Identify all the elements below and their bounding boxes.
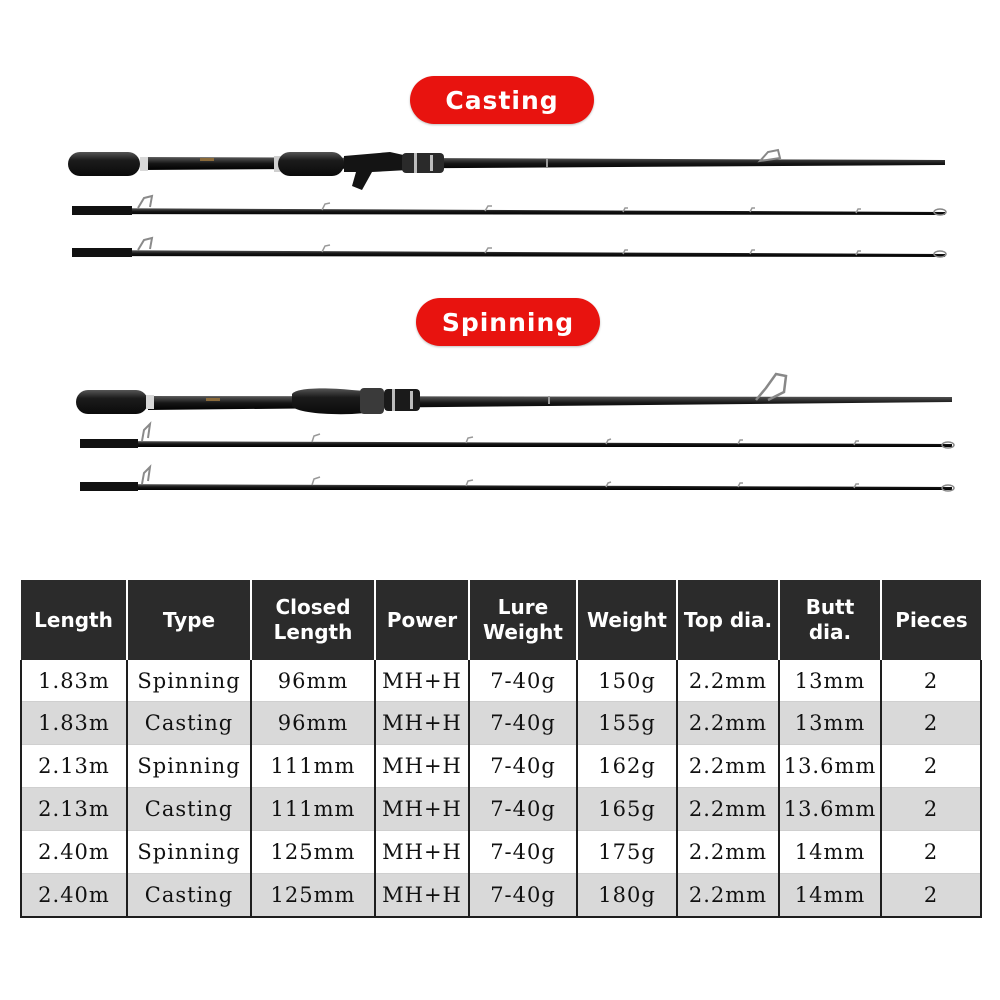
- table-cell: 1.83m: [21, 660, 127, 702]
- table-cell: MH+H: [375, 830, 469, 873]
- column-header: [21, 580, 127, 660]
- table-cell: 125mm: [251, 830, 375, 873]
- table-cell: 2: [881, 660, 981, 702]
- table-cell: Spinning: [127, 660, 251, 702]
- table-cell: 13.6mm: [779, 745, 881, 788]
- column-header: [677, 580, 779, 660]
- column-header-line: Closed: [275, 595, 351, 619]
- column-header-line: Weight: [483, 620, 563, 644]
- spinning-rod-butt-section: [76, 374, 952, 414]
- table-cell: MH+H: [375, 788, 469, 831]
- column-header-line: Pieces: [895, 607, 968, 632]
- table-cell: 2.40m: [21, 830, 127, 873]
- table-cell: 7-40g: [469, 788, 577, 831]
- table-cell: 2.13m: [21, 788, 127, 831]
- table-cell: Spinning: [127, 830, 251, 873]
- spinning-label: Spinning: [416, 298, 600, 346]
- table-row: [21, 702, 981, 745]
- table-cell: 2: [881, 745, 981, 788]
- column-header: [577, 580, 677, 660]
- table-cell: 13.6mm: [779, 788, 881, 831]
- column-header-line: Length: [34, 607, 113, 632]
- table-header-row: [21, 580, 981, 660]
- table-row: [21, 873, 981, 917]
- table-cell: Casting: [127, 702, 251, 745]
- table-cell: 7-40g: [469, 702, 577, 745]
- column-header-line: Power: [386, 607, 458, 632]
- table-row: [21, 660, 981, 702]
- table-cell: 14mm: [779, 830, 881, 873]
- table-cell: 7-40g: [469, 745, 577, 788]
- table-cell: MH+H: [375, 702, 469, 745]
- table-cell: 150g: [577, 660, 677, 702]
- table-cell: MH+H: [375, 745, 469, 788]
- fore-grip: [278, 152, 344, 176]
- table-cell: Casting: [127, 788, 251, 831]
- table-cell: 13mm: [779, 702, 881, 745]
- column-header: [251, 580, 375, 660]
- table-cell: 165g: [577, 788, 677, 831]
- table-cell: MH+H: [375, 660, 469, 702]
- table-cell: MH+H: [375, 873, 469, 917]
- spinning-rod-tip-section-2: [80, 467, 954, 491]
- table-cell: 2.2mm: [677, 873, 779, 917]
- table-cell: Spinning: [127, 745, 251, 788]
- table-cell: 2.2mm: [677, 745, 779, 788]
- casting-rod-tip-section-1: [72, 196, 946, 215]
- column-header: [469, 580, 577, 660]
- column-header-line: Lure: [497, 595, 549, 619]
- table-cell: 180g: [577, 873, 677, 917]
- table-cell: Casting: [127, 873, 251, 917]
- table-cell: 1.83m: [21, 702, 127, 745]
- table-row: [21, 745, 981, 788]
- table-cell: 2: [881, 873, 981, 917]
- table-cell: 111mm: [251, 788, 375, 831]
- column-header: [881, 580, 981, 660]
- table-cell: 96mm: [251, 702, 375, 745]
- rear-grip: [68, 152, 140, 176]
- spinning-rod-tip-section-1: [80, 424, 954, 448]
- column-header-line: Weight: [587, 607, 667, 632]
- reel-seat: [344, 152, 408, 190]
- table-cell: 7-40g: [469, 660, 577, 702]
- table-cell: 125mm: [251, 873, 375, 917]
- table-cell: 7-40g: [469, 873, 577, 917]
- table-cell: 2.2mm: [677, 702, 779, 745]
- column-header: [375, 580, 469, 660]
- casting-rod-tip-section-2: [72, 238, 946, 257]
- column-header-line: Butt dia.: [805, 595, 855, 644]
- column-header-line: Length: [273, 620, 353, 644]
- table-cell: 2: [881, 830, 981, 873]
- column-header: [779, 580, 881, 660]
- table-cell: 14mm: [779, 873, 881, 917]
- table-row: [21, 788, 981, 831]
- casting-rod-butt-section: [68, 150, 945, 190]
- table-cell: 2.2mm: [677, 830, 779, 873]
- table-cell: 2.2mm: [677, 660, 779, 702]
- table-cell: 2.2mm: [677, 788, 779, 831]
- table-cell: 2.40m: [21, 873, 127, 917]
- casting-label: Casting: [410, 76, 594, 124]
- table-cell: 2: [881, 702, 981, 745]
- column-header-line: Type: [162, 607, 216, 632]
- table-cell: 2: [881, 788, 981, 831]
- table-cell: 111mm: [251, 745, 375, 788]
- table-cell: 96mm: [251, 660, 375, 702]
- column-header-line: Top dia.: [683, 607, 773, 632]
- table-cell: 7-40g: [469, 830, 577, 873]
- table-cell: 162g: [577, 745, 677, 788]
- table-cell: 13mm: [779, 660, 881, 702]
- column-header: [127, 580, 251, 660]
- table-cell: 155g: [577, 702, 677, 745]
- specifications-table: [20, 580, 982, 918]
- rear-grip: [76, 390, 148, 414]
- table-cell: 175g: [577, 830, 677, 873]
- table-cell: 2.13m: [21, 745, 127, 788]
- table-row: [21, 830, 981, 873]
